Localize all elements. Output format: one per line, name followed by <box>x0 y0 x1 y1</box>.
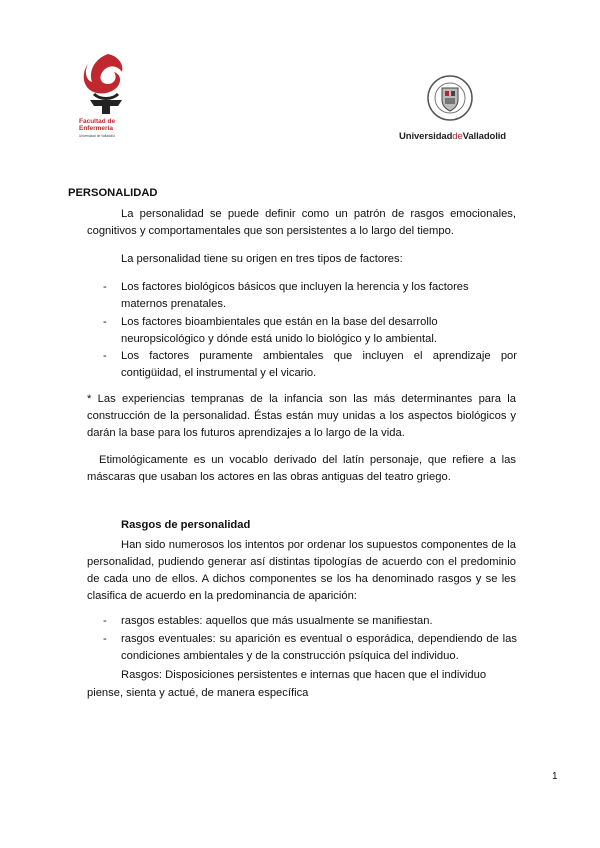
list-item: Los factores biológicos básicos que incluyen la herencia y los factores maternos prenatales. <box>121 281 469 310</box>
university-name-prep: de <box>452 131 463 142</box>
list-item: rasgos estables: aquellos que más usualmente se manifiestan. <box>121 615 433 627</box>
rasgos-intro-paragraph: Han sido numerosos los intentos por ordenar los supuestos componentes de la personalidad, pudiendo generar así distintas tipologías de acuerdo con el predominio de cada uno de ellos. A dichos componentes se los ha denominado rasgos y se les clasifica de acuerdo en la predominancia de aparición: <box>87 539 516 602</box>
list-bullet: - <box>103 633 107 645</box>
list-bullet: - <box>103 281 107 293</box>
definition-line-2: piense, sienta y actué, de manera específica <box>87 687 309 699</box>
university-seal-icon <box>426 74 474 122</box>
list-bullet: - <box>103 615 107 627</box>
note-paragraph: * Las experiencias tempranas de la infancia son las más determinantes para la construcción de la personalidad. Éstas están muy unidas a los aspectos biológicos y darán la base para los futuros aprendizajes a lo largo de la vida. <box>87 393 516 439</box>
faculty-emblem-icon <box>78 50 134 118</box>
page-number: 1 <box>552 771 558 782</box>
university-name <box>399 131 506 142</box>
origin-paragraph: La personalidad tiene su origen en tres tipos de factores: <box>121 253 403 265</box>
list-item: rasgos eventuales: su aparición es eventual o esporádica, dependiendo de las condiciones ambientales y de la construcción psíquica del individuo. <box>121 633 517 662</box>
university-name-city: Valladolid <box>462 131 507 142</box>
faculty-logo <box>74 50 134 142</box>
list-bullet: - <box>103 316 107 328</box>
faculty-logo-line2: Enfermería <box>79 125 113 132</box>
university-name-bold: Universidad <box>399 131 453 142</box>
section-heading-rasgos: Rasgos de personalidad <box>121 519 251 531</box>
intro-paragraph: La personalidad se puede definir como un patrón de rasgos emocionales, cognitivos y comportamentales que son persistentes a lo largo del tiempo. <box>87 208 516 237</box>
definition-line-1: Rasgos: Disposiciones persistentes e internas que hacen que el individuo <box>121 669 487 681</box>
faculty-logo-line3: Universidad de Valladolid <box>79 134 115 138</box>
etymology-paragraph: Etimológicamente es un vocablo derivado del latín personaje, que refiere a las máscaras que usaban los actores en las obras antiguas del teatro griego. <box>87 454 516 483</box>
list-bullet: - <box>103 350 107 362</box>
list-item: Los factores puramente ambientales que incluyen el aprendizaje por contigüidad, el instrumental y el vicario. <box>121 350 517 379</box>
university-logo <box>396 74 520 144</box>
list-item: Los factores bioambientales que están en la base del desarrollo neuropsicológico y dónde está unido lo biológico y lo ambiental. <box>121 316 438 345</box>
faculty-logo-line1: Facultad de <box>79 118 116 125</box>
section-heading-personalidad: PERSONALIDAD <box>68 187 158 199</box>
